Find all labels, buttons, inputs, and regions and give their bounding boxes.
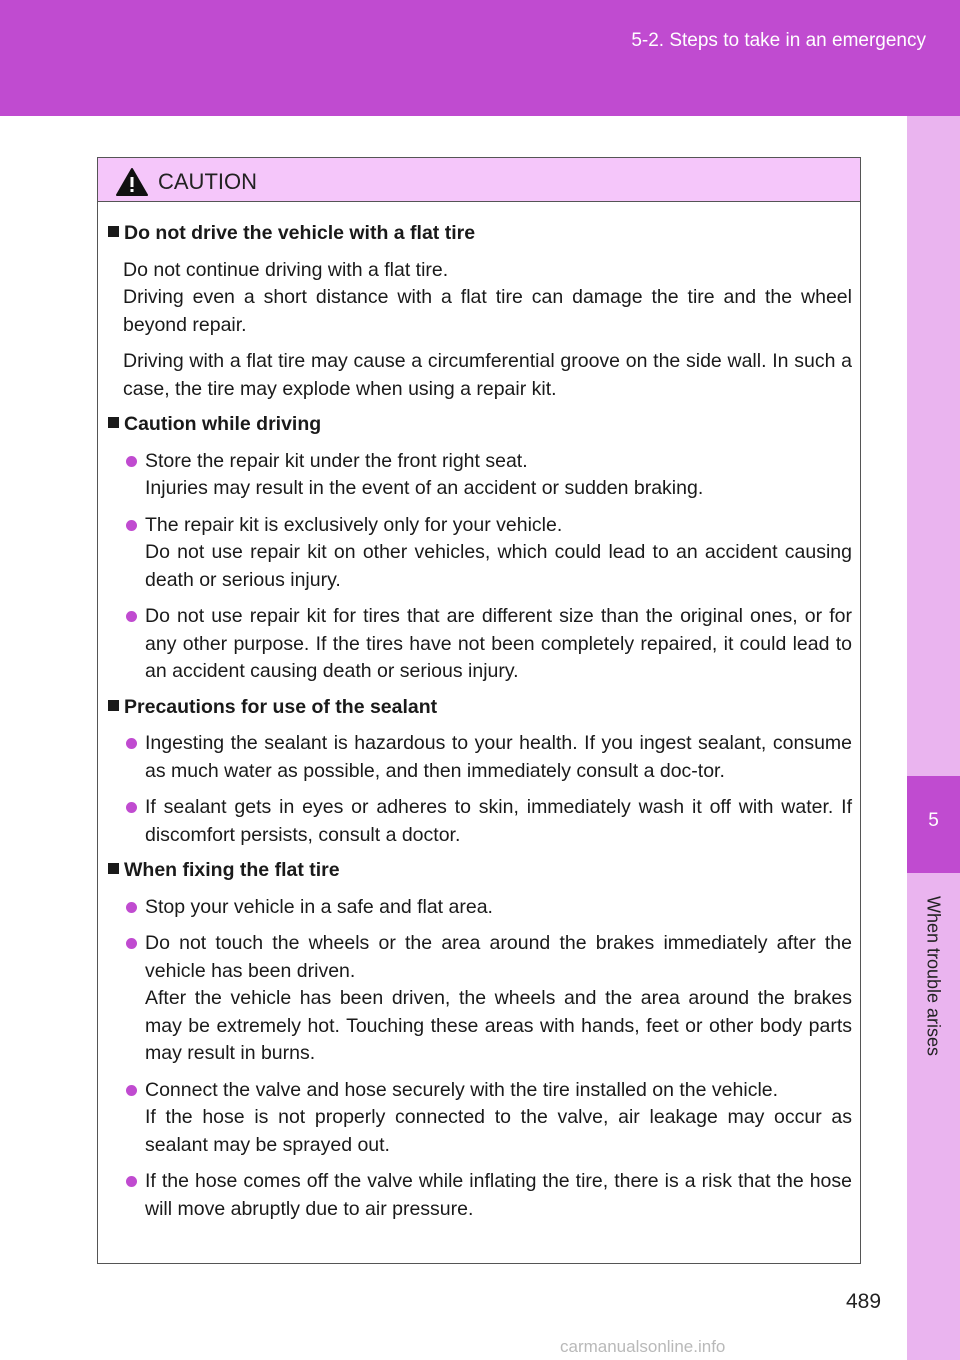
paragraph: Driving with a flat tire may cause a circumferential groove on the side wall. In such a case, the tire may explode when using a repair kit. <box>123 350 852 400</box>
square-bullet-icon <box>108 226 119 237</box>
chapter-label: When trouble arises <box>923 895 944 1057</box>
dot-bullet-icon <box>126 902 137 913</box>
footer-watermark: carmanualsonline.info <box>560 1337 726 1356</box>
list-item: Connect the valve and hose securely with the tire installed on the vehicle. If the hose is not properly connected to the valve, air leakage may occur as sealant may be sprayed out. <box>123 1077 852 1160</box>
side-tab <box>907 116 960 1360</box>
dot-bullet-icon <box>126 1176 137 1187</box>
caution-title: CAUTION <box>158 169 257 194</box>
caution-content <box>98 202 860 1223</box>
list-item: Do not touch the wheels or the area around the brakes immediately after the vehicle has been driven. After the vehicle has been driven, the wheels and the area around the brakes may be extremely hot. Touching these areas with hands, feet or other body parts may result in burns. <box>123 930 852 1068</box>
dot-bullet-icon <box>126 738 137 749</box>
caution-box <box>97 157 861 1264</box>
section-heading: Precautions for use of the sealant <box>108 694 852 722</box>
chapter-tab <box>907 776 960 873</box>
list-item: If sealant gets in eyes or adheres to skin, immediately wash it off with water. If discomfort persists, consult a doctor. <box>123 794 852 849</box>
square-bullet-icon <box>108 863 119 874</box>
header-bar <box>0 0 960 116</box>
square-bullet-icon <box>108 417 119 428</box>
square-bullet-icon <box>108 700 119 711</box>
list-item: Do not use repair kit for tires that are different size than the original ones, or for any other purpose. If the tires have not been completely repaired, it could lead to an accident causing death or serious injury. <box>123 603 852 686</box>
dot-bullet-icon <box>126 938 137 949</box>
dot-bullet-icon <box>126 1085 137 1096</box>
list-item: Store the repair kit under the front right seat. Injuries may result in the event of an accident or sudden braking. <box>123 448 852 503</box>
paragraph: Do not continue driving with a flat tire. Driving even a short distance with a flat tire can damage the tire and the wheel beyond repair. <box>123 258 852 336</box>
dot-bullet-icon <box>126 802 137 813</box>
section-title: 5-2. Steps to take in an emergency <box>631 30 926 51</box>
section-heading: Do not drive the vehicle with a flat tire <box>108 220 852 248</box>
list-item: If the hose comes off the valve while inflating the tire, there is a risk that the hose will move abruptly due to air pressure. <box>123 1168 852 1223</box>
list-item: Ingesting the sealant is hazardous to your health. If you ingest sealant, consume as much water as possible, and then immediately consult a doc-tor. <box>123 730 852 785</box>
page-number: 489 <box>846 1290 882 1313</box>
list-item: The repair kit is exclusively only for your vehicle. Do not use repair kit on other vehicles, which could lead to an accident causing death or serious injury. <box>123 512 852 595</box>
caution-header <box>98 158 860 202</box>
section-heading: When fixing the flat tire <box>108 857 852 885</box>
section-heading: Caution while driving <box>108 411 852 439</box>
dot-bullet-icon <box>126 456 137 467</box>
warning-triangle-icon <box>115 167 149 197</box>
list-item: Stop your vehicle in a safe and flat area. <box>123 894 852 922</box>
chapter-number: 5 <box>928 810 939 831</box>
dot-bullet-icon <box>126 520 137 531</box>
dot-bullet-icon <box>126 611 137 622</box>
